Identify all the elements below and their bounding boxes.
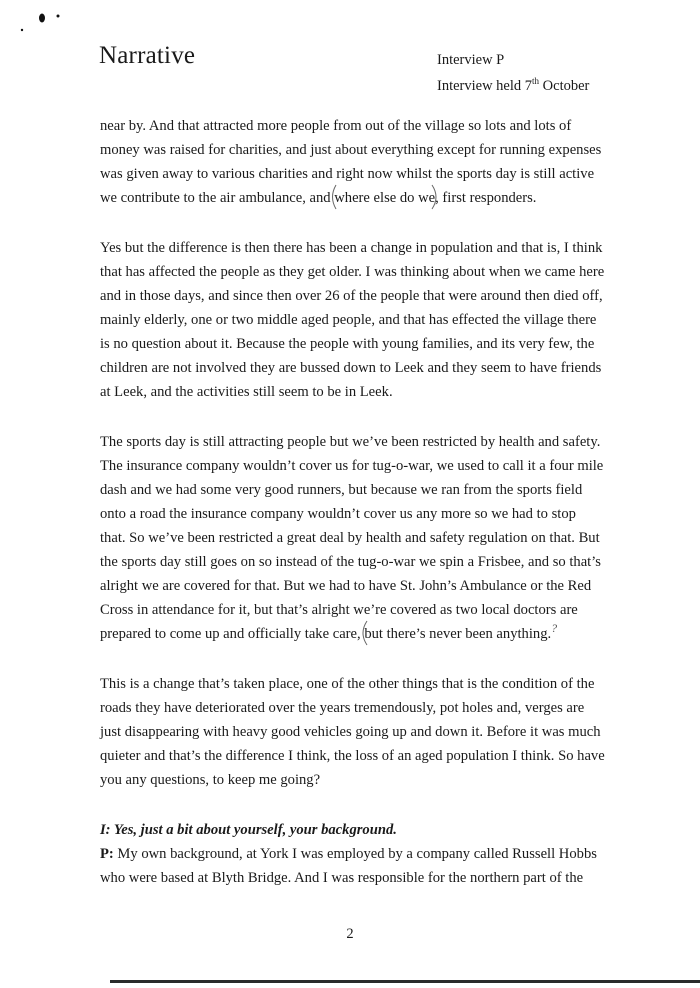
scan-specks: [18, 8, 78, 38]
page-title: Narrative: [99, 42, 196, 69]
interview-date-month: October: [539, 77, 590, 94]
interview-date-prefix: Interview held 7: [437, 77, 533, 94]
pencil-circled-phrase-2: [364, 622, 551, 646]
interview-date: [437, 71, 589, 97]
interview-meta: [437, 50, 589, 97]
scan-bottom-edge: [110, 980, 700, 983]
answer-text: My own background, at York I was employed by a company called Russell Hobbs who were based at Blyth Bridge. And I was responsible for the northern part of the: [100, 846, 597, 886]
paragraph-1-text-a: near by. And that attracted more people from out of the village so lots and lots of money was raised for charities, and just about everything except for running expenses was given away to various charities and right now whilst the sports day is still active we contribute to the air ambulance, and: [100, 118, 602, 206]
interviewer-question: I: Yes, just a bit about yourself, your background.: [100, 822, 397, 838]
circled-text-2: but there’s never been anything.: [364, 626, 552, 642]
paragraph-3-text: The sports day is still attracting people but we’ve been restricted by health and safety. The insurance company wouldn’t cover us for tug-o-war, we used to call it a four mile dash and we had some very good runners, but because we ran from the sports field onto a road the insurance company wouldn’t cover us any more so we had to stop that. So we’ve been restricted a great deal by health and safety regulation on that. But the sports day still goes on so instead of the tug-o-war we spin a Frisbee, and so that’s alright we are covered for that. But we had to have St. John’s Ambulance or the Red Cross in attendance for it, but that’s alright we’re covered as two local doctors are prepared to come up and officially take care,: [100, 434, 604, 642]
pencil-bracket-mark-2: [359, 619, 379, 647]
narrative-body: [100, 114, 605, 890]
paragraph-3: [100, 430, 605, 646]
pencil-question-mark: ?: [551, 621, 558, 635]
paragraph-1-text-b: first responders.: [438, 190, 537, 206]
circled-text: where else do we,: [334, 190, 439, 206]
pencil-bracket-mark: [328, 183, 442, 211]
page-number: 2: [346, 926, 354, 942]
participant-answer: [100, 842, 605, 890]
interview-date-ordinal: th: [532, 76, 540, 86]
answer-speaker: P:: [100, 846, 114, 862]
pencil-circled-phrase: [334, 186, 439, 210]
paragraph-2: Yes but the difference is then there has been a change in population and that is, I think that has affected the people as they get older. I was thinking about when we came here and in those days, and since then over 26 of the people that were around then died off, mainly elderly, one or two middle aged people, and that has effected the village there is no question about it. Because the people with young families, and its very few, the children are not involved they are bussed down to Leek and they seem to have friends at Leek, and the activities still seem to be in Leek.: [100, 240, 605, 400]
paragraph-4: This is a change that’s taken place, one of the other things that is the condition of the roads they have deteriorated over the years tremendously, pot holes and, verges are just disappearing with heavy good vehicles going up and down it. Before it was much quieter and that’s the difference I think, the loss of an aged population I think. So have you any questions, to keep me going?: [100, 676, 605, 788]
interview-label: Interview P: [437, 52, 505, 68]
paragraph-1: [100, 114, 605, 210]
